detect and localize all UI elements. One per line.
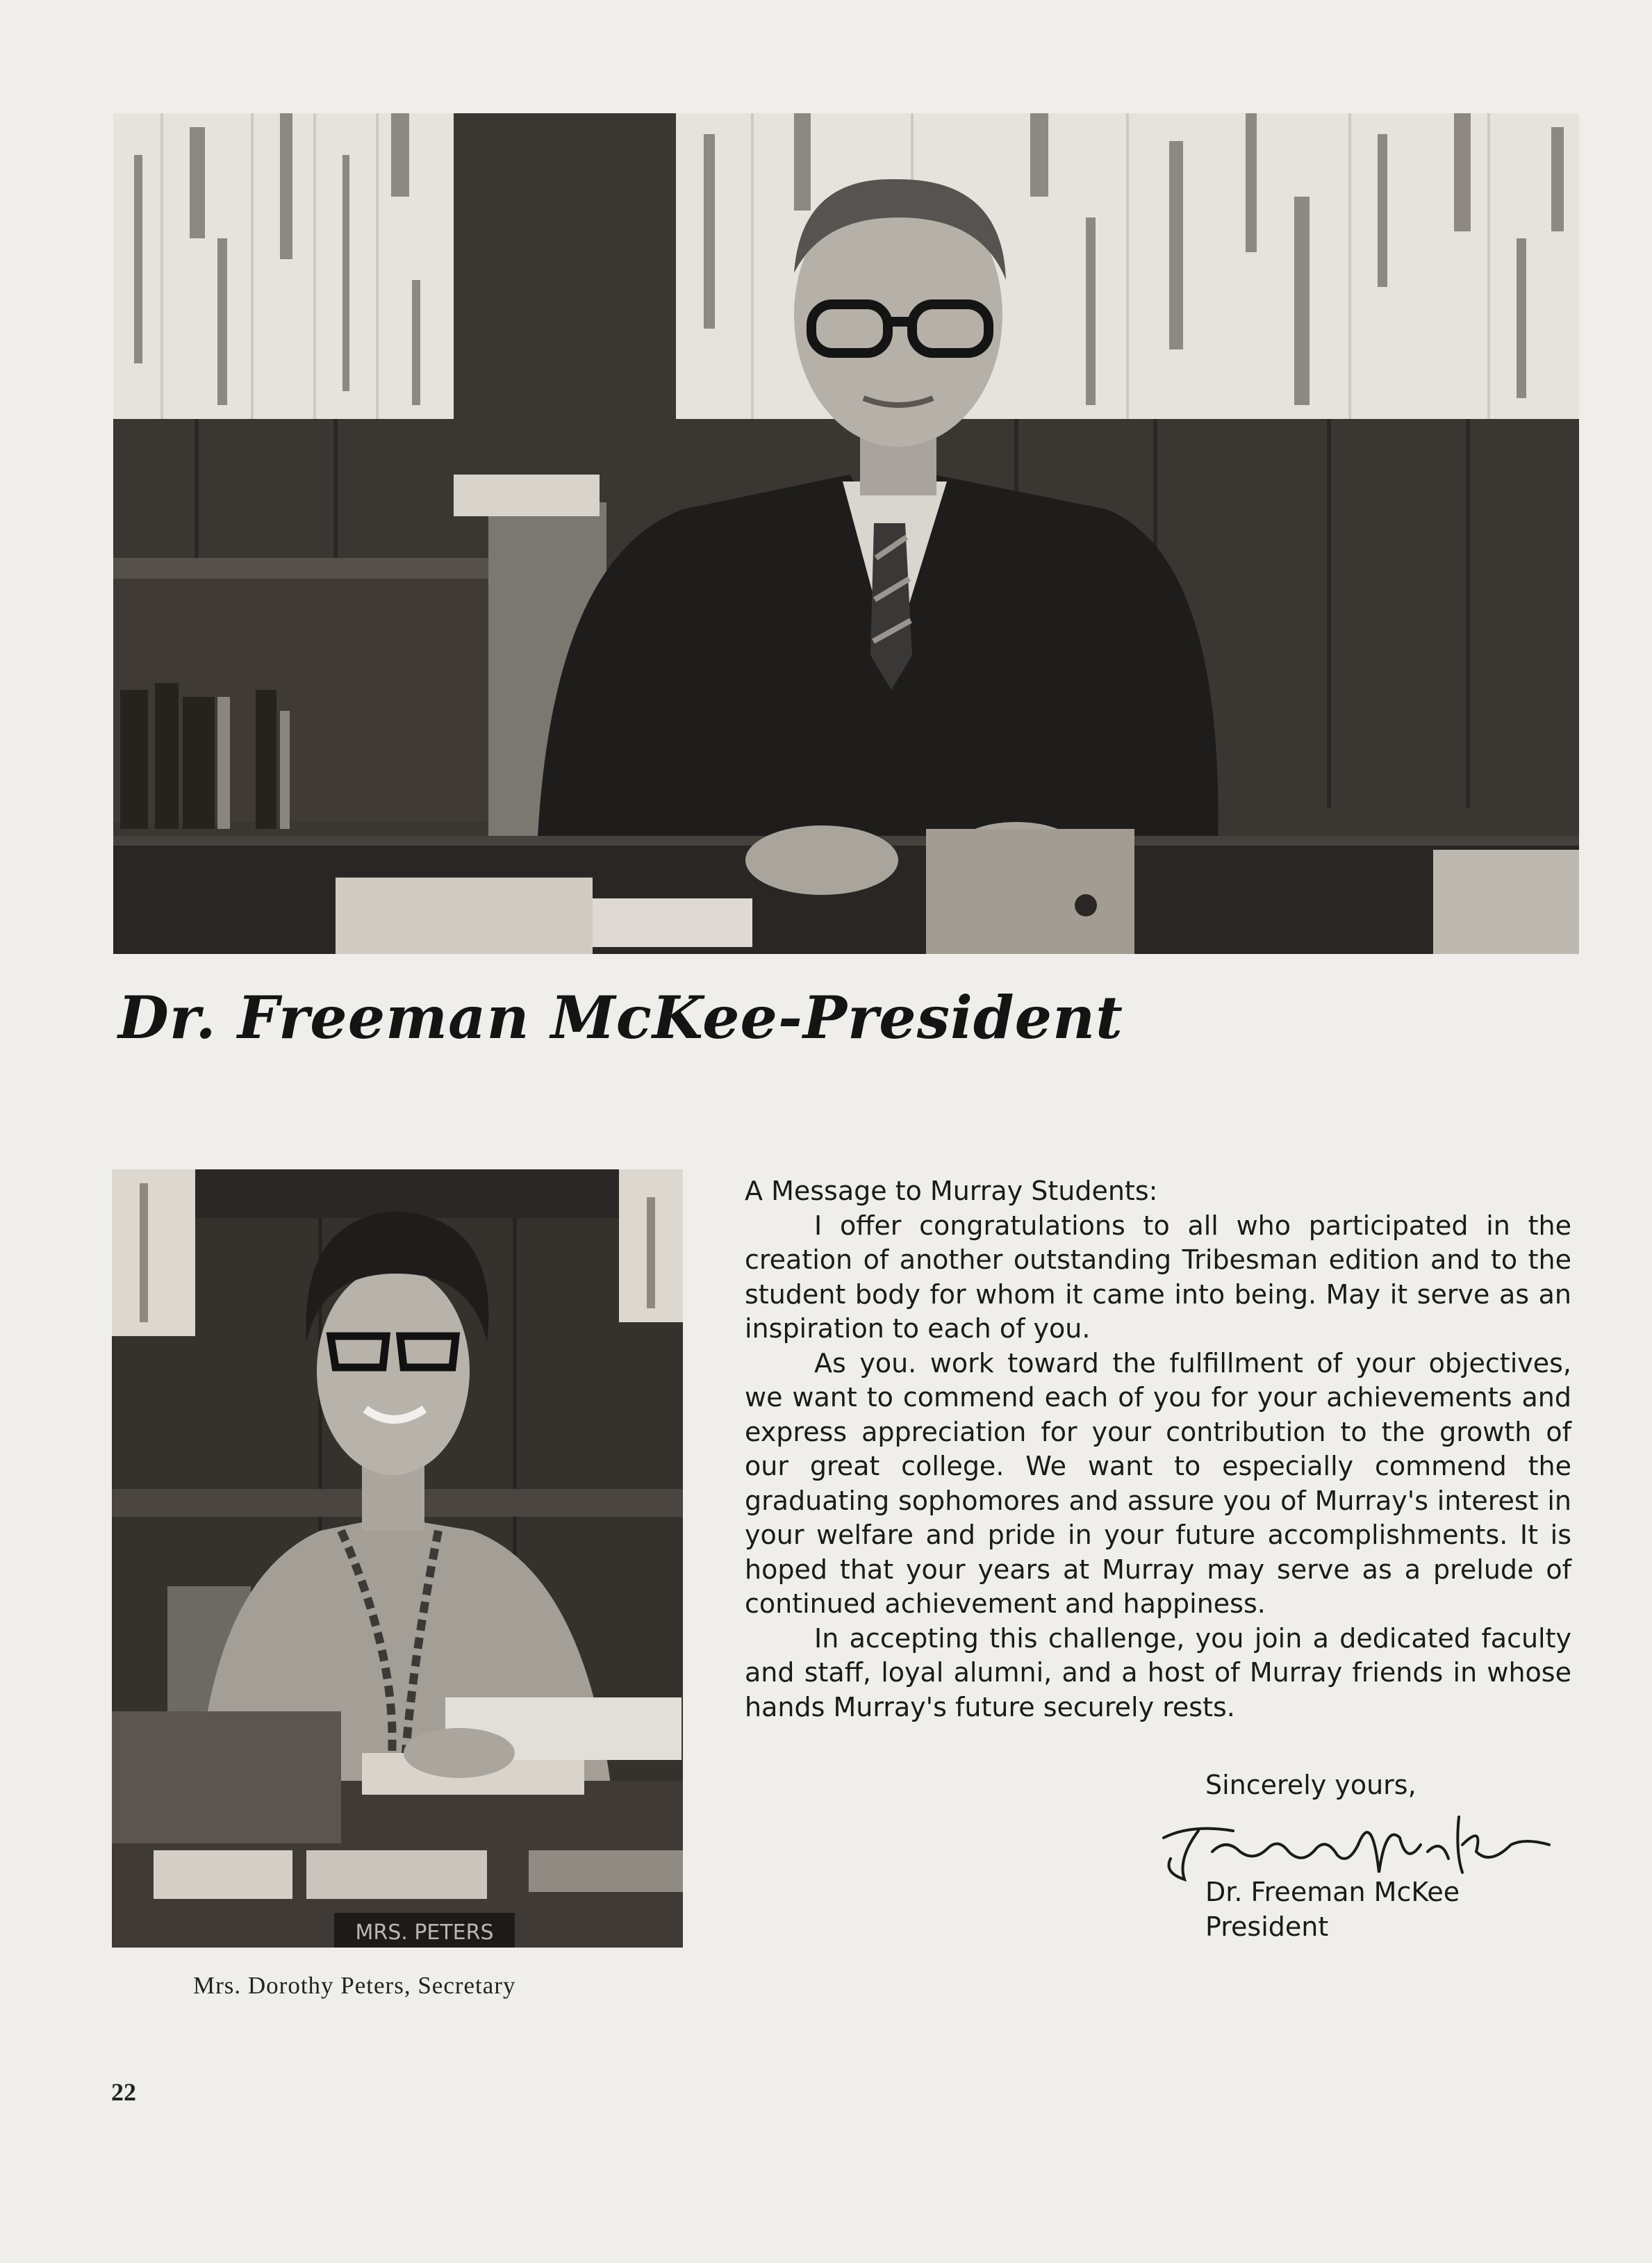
signer-block — [1205, 1875, 1460, 1944]
signer-name: Dr. Freeman McKee — [1205, 1877, 1460, 1907]
page-title: Dr. Freeman McKee-President — [118, 983, 1123, 1052]
letter-paragraph-3: In accepting this challenge, you join a dedicated faculty and staff, loyal alumni, and a host of Murray friends in whose hands Murray's future securely rests. — [745, 1622, 1571, 1722]
nameplate-text: MRS. PETERS — [355, 1920, 494, 1945]
president-photo-illustration — [113, 113, 1579, 954]
secretary-photo — [112, 1169, 683, 1948]
signature-image — [1150, 1796, 1553, 1886]
letter-greeting: A Message to Murray Students: — [745, 1176, 1158, 1206]
signer-title: President — [1205, 1911, 1329, 1942]
letter-paragraph-2: As you. work toward the fulfillment of your objectives, we want to commend each of you for your achievements and express appreciation for your contribution to the growth of our great college. We want to especially commend the graduating sophomores and assure you of Murray's interest in your welfare and pride in your future accomplishments. It is hoped that your years at Murray may serve as a prelude of continued achievement and happiness. — [745, 1347, 1571, 1619]
page-number: 22 — [111, 2078, 136, 2106]
letter-closing: Sincerely yours, — [1205, 1770, 1416, 1800]
letter-body — [745, 1174, 1571, 1725]
letter-paragraph-1: I offer congratulations to all who participated in the creation of another outstanding Tribesman edition and to the student body for whom it came into being. May it serve as an inspiration to each of you. — [745, 1210, 1571, 1344]
president-photo — [113, 113, 1579, 954]
secretary-caption: Mrs. Dorothy Peters, Secretary — [193, 1972, 516, 1999]
secretary-photo-illustration — [112, 1169, 683, 1948]
